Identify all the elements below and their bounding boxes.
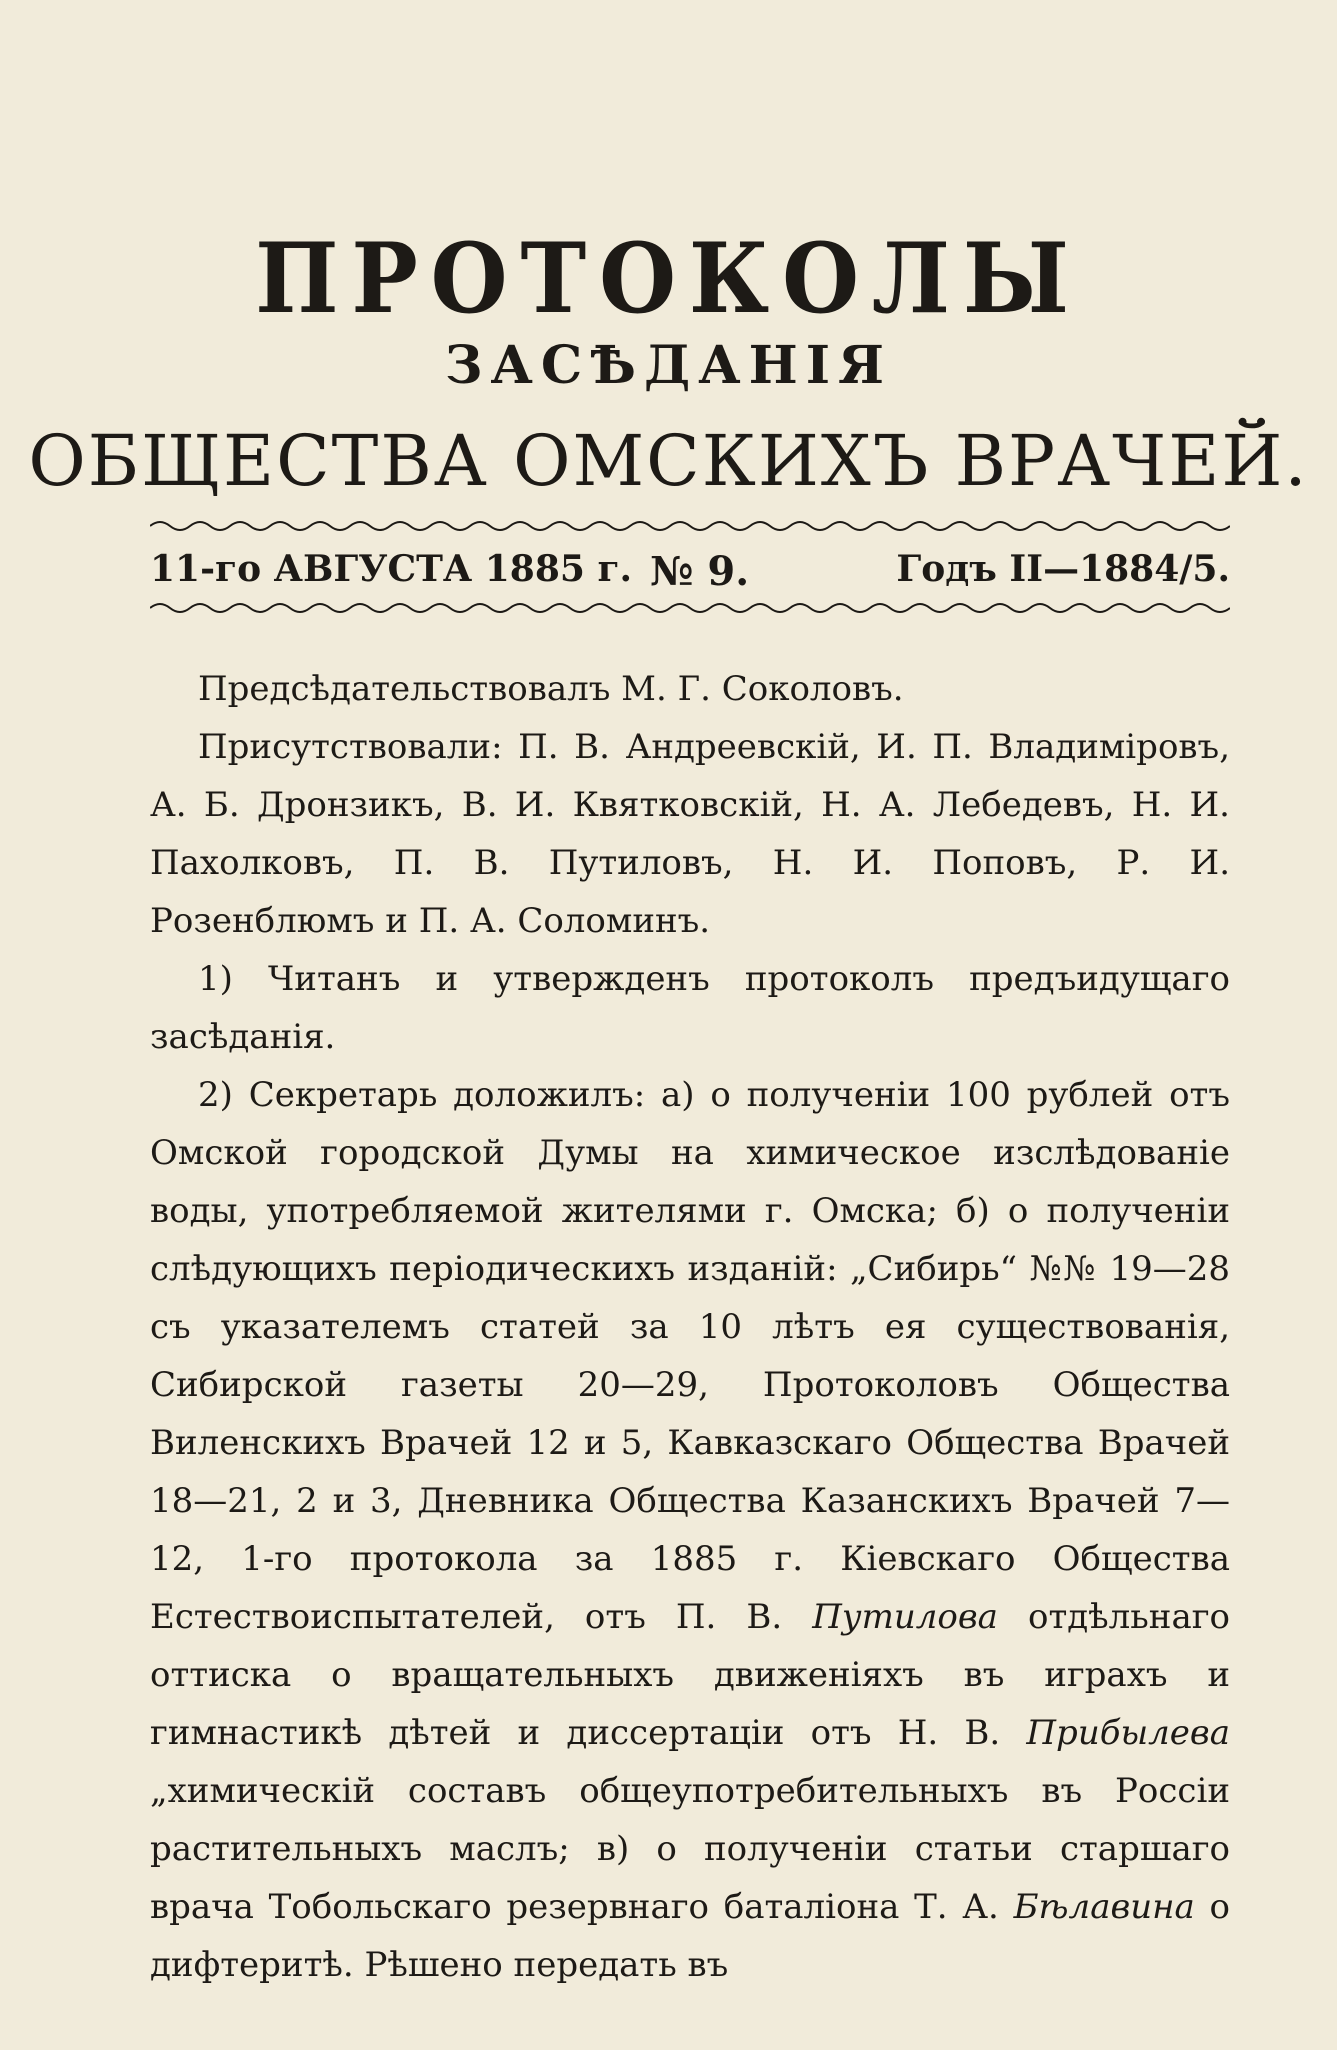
chair-paragraph: Предсѣдательствовалъ М. Г. Соколовъ.	[198, 669, 904, 709]
item-2-text-b: отдѣльнаго оттиска о вращательныхъ движеніяхъ въ играхъ и гимнастикѣ дѣтей и диссертаціи отъ Н. В.	[150, 1597, 1231, 1753]
issue-date: 11-го АВГУСТА 1885 г.	[150, 548, 633, 590]
society-name: ОБЩЕСТВА ОМСКИХЪ ВРАЧЕЙ.	[28, 420, 1309, 502]
item-2-text-d: о дифтеритѣ. Рѣшено передать въ	[150, 1887, 1231, 1985]
issue-year: Годъ II—1884/5.	[896, 548, 1230, 590]
item-2-text-a: 2) Секретарь доложилъ: а) о полученіи 100 рублей отъ Омской городской Думы на химическое изслѣдованіе воды, употребляемой жителями г. Омска; б) о полученіи слѣдующихъ періодическихъ изданій: „Сибирь“ №№ 19—28 съ указателемъ статей за 10 лѣтъ ея существованія, Сибирской газеты 20—29, Протоколовъ Общества Виленскихъ Врачей 12 и 5, Кавказскаго Общества Врачей 18—21, 2 и 3, Дневника Общества Казанскихъ Врачей 7—12, 1-го протокола за 1885 г. Кіевскаго Общества Естествоиспытателей, отъ П. В.	[150, 1075, 1230, 1637]
issue-meta-row	[150, 548, 1230, 596]
page-title: ПРОТОКОЛЫ	[255, 222, 1082, 335]
item-2-text-c: „химическій составъ общеупотребительныхъ въ Россіи растительныхъ маслъ; в) о полученіи статьи старшаго врача Тобольскаго резервнаго баталіона Т. А.	[150, 1771, 1230, 1927]
author-name-putilov: Путилова	[812, 1597, 998, 1637]
issue-number: № 9.	[650, 548, 750, 595]
item-2-paragraph	[150, 1066, 1230, 1994]
page-subtitle: ЗАСѢДАНІЯ	[445, 335, 892, 396]
wavy-divider-bottom	[150, 600, 1230, 616]
attendees-paragraph: Присутствовали: П. В. Андреевскій, И. П. Владиміровъ, А. Б. Дронзикъ, В. И. Квятковскій, Н. А. Лебедевъ, Н. И. Пахолковъ, П. В. Путиловъ, Н. И. Поповъ, Р. И. Розенблюмъ и П. А. Соломинъ.	[150, 727, 1230, 941]
protocol-body	[150, 660, 1230, 1994]
author-name-belavin: Бѣлавина	[1013, 1887, 1195, 1927]
author-name-pribylev: Прибылева	[1026, 1713, 1230, 1753]
item-1-paragraph: 1) Читанъ и утвержденъ протоколъ предъидущаго засѣданія.	[150, 959, 1230, 1057]
wavy-divider-top	[150, 518, 1230, 534]
